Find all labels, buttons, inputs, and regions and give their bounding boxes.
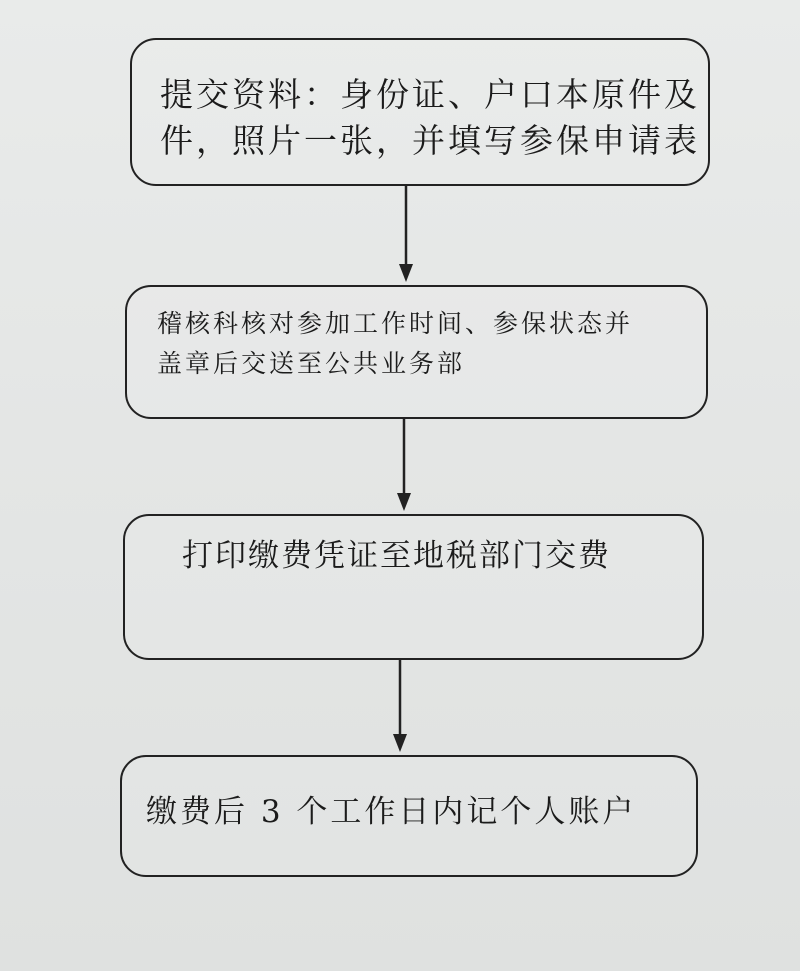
step-box-submit-documents xyxy=(130,38,710,186)
step-text-line: 提交资料：身份证、户口本原件及 xyxy=(160,75,700,114)
step-text xyxy=(157,304,633,384)
step-text-line: 件，照片一张，并填写参保申请表 xyxy=(160,121,700,160)
step-text-line: 打印缴费凭证至地税部门交费 xyxy=(182,538,611,574)
flow-arrow xyxy=(392,419,416,511)
step-text-line: 稽核科核对参加工作时间、参保状态并 xyxy=(157,309,634,338)
flow-arrow xyxy=(388,660,412,752)
step-box-audit-verification xyxy=(125,285,708,419)
step-text xyxy=(160,72,700,164)
step-text xyxy=(146,790,636,834)
step-text-line: 缴费后 3 个工作日内记个人账户 xyxy=(146,794,637,830)
step-text-line: 盖章后交送至公共业务部 xyxy=(157,349,466,378)
flow-arrow xyxy=(394,186,418,282)
step-box-record-personal-account xyxy=(120,755,698,877)
step-box-print-payment-voucher xyxy=(123,514,704,660)
step-text xyxy=(182,534,611,578)
